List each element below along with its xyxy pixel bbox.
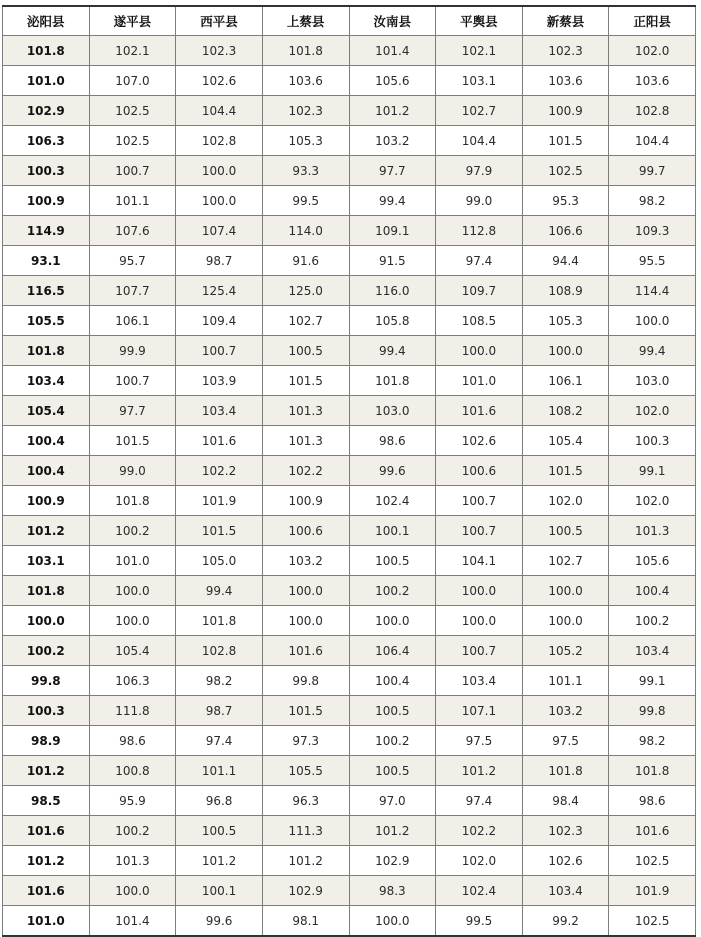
value-cell: 101.6 — [609, 816, 696, 846]
value-cell: 102.7 — [522, 546, 609, 576]
value-cell: 98.4 — [522, 786, 609, 816]
value-cell: 102.6 — [436, 426, 523, 456]
value-cell: 100.5 — [522, 516, 609, 546]
value-cell: 101.0 — [89, 546, 176, 576]
value-cell: 105.8 — [349, 306, 436, 336]
value-cell: 114.4 — [609, 276, 696, 306]
header-row — [3, 6, 696, 36]
table-row — [3, 816, 696, 846]
value-cell: 102.6 — [522, 846, 609, 876]
value-cell: 100.5 — [176, 816, 263, 846]
value-cell: 102.5 — [522, 156, 609, 186]
table-row — [3, 606, 696, 636]
value-cell: 125.0 — [262, 276, 349, 306]
value-cell: 101.9 — [176, 486, 263, 516]
value-cell: 100.0 — [262, 606, 349, 636]
value-cell: 100.0 — [176, 156, 263, 186]
value-cell: 103.4 — [436, 666, 523, 696]
value-cell: 100.3 — [609, 426, 696, 456]
value-cell: 95.7 — [89, 246, 176, 276]
value-cell: 102.2 — [262, 456, 349, 486]
value-cell: 97.7 — [89, 396, 176, 426]
value-cell: 102.0 — [522, 486, 609, 516]
table-header — [3, 6, 696, 36]
value-cell: 99.1 — [609, 456, 696, 486]
value-cell: 99.8 — [262, 666, 349, 696]
value-cell: 102.5 — [89, 126, 176, 156]
value-cell: 102.7 — [262, 306, 349, 336]
table-row — [3, 666, 696, 696]
row-label-cell: 101.6 — [3, 816, 90, 846]
value-cell: 91.5 — [349, 246, 436, 276]
value-cell: 102.4 — [436, 876, 523, 906]
value-cell: 98.6 — [349, 426, 436, 456]
row-label-cell: 114.9 — [3, 216, 90, 246]
value-cell: 103.0 — [349, 396, 436, 426]
row-label-cell: 101.6 — [3, 876, 90, 906]
value-cell: 91.6 — [262, 246, 349, 276]
value-cell: 102.3 — [522, 36, 609, 66]
value-cell: 101.4 — [89, 906, 176, 937]
value-cell: 102.9 — [262, 876, 349, 906]
table-row — [3, 486, 696, 516]
value-cell: 94.4 — [522, 246, 609, 276]
table-row — [3, 876, 696, 906]
table-row — [3, 216, 696, 246]
value-cell: 105.3 — [522, 306, 609, 336]
value-cell: 95.5 — [609, 246, 696, 276]
value-cell: 98.2 — [609, 726, 696, 756]
value-cell: 101.5 — [89, 426, 176, 456]
table-row — [3, 636, 696, 666]
table-row — [3, 786, 696, 816]
value-cell: 100.8 — [89, 756, 176, 786]
value-cell: 98.2 — [609, 186, 696, 216]
value-cell: 101.2 — [176, 846, 263, 876]
table-row — [3, 96, 696, 126]
value-cell: 99.6 — [176, 906, 263, 937]
row-label-cell: 105.4 — [3, 396, 90, 426]
value-cell: 101.1 — [176, 756, 263, 786]
table-row — [3, 36, 696, 66]
value-cell: 104.1 — [436, 546, 523, 576]
value-cell: 100.0 — [436, 576, 523, 606]
value-cell: 99.9 — [89, 336, 176, 366]
value-cell: 101.9 — [609, 876, 696, 906]
value-cell: 99.4 — [176, 576, 263, 606]
value-cell: 99.8 — [609, 696, 696, 726]
value-cell: 111.8 — [89, 696, 176, 726]
column-header: 新蔡县 — [522, 6, 609, 36]
row-label-cell: 101.0 — [3, 906, 90, 937]
value-cell: 104.4 — [609, 126, 696, 156]
county-index-table — [2, 5, 696, 937]
value-cell: 100.7 — [176, 336, 263, 366]
value-cell: 103.2 — [522, 696, 609, 726]
value-cell: 102.3 — [176, 36, 263, 66]
value-cell: 114.0 — [262, 216, 349, 246]
table-row — [3, 66, 696, 96]
value-cell: 105.0 — [176, 546, 263, 576]
value-cell: 100.5 — [349, 696, 436, 726]
value-cell: 109.4 — [176, 306, 263, 336]
row-label-cell: 100.4 — [3, 426, 90, 456]
row-label-cell: 101.8 — [3, 576, 90, 606]
row-label-cell: 100.3 — [3, 696, 90, 726]
value-cell: 99.1 — [609, 666, 696, 696]
row-label-cell: 102.9 — [3, 96, 90, 126]
row-label-cell: 100.9 — [3, 186, 90, 216]
value-cell: 97.0 — [349, 786, 436, 816]
value-cell: 106.4 — [349, 636, 436, 666]
value-cell: 100.0 — [89, 876, 176, 906]
value-cell: 101.5 — [522, 456, 609, 486]
value-cell: 100.0 — [89, 576, 176, 606]
table-body — [3, 36, 696, 937]
value-cell: 99.4 — [349, 336, 436, 366]
value-cell: 95.3 — [522, 186, 609, 216]
value-cell: 102.2 — [176, 456, 263, 486]
value-cell: 101.3 — [262, 396, 349, 426]
value-cell: 100.4 — [609, 576, 696, 606]
value-cell: 103.4 — [176, 396, 263, 426]
value-cell: 102.8 — [176, 126, 263, 156]
value-cell: 105.6 — [349, 66, 436, 96]
value-cell: 100.0 — [262, 576, 349, 606]
value-cell: 112.8 — [436, 216, 523, 246]
row-label-cell: 99.8 — [3, 666, 90, 696]
row-label-cell: 103.4 — [3, 366, 90, 396]
value-cell: 93.3 — [262, 156, 349, 186]
value-cell: 101.8 — [89, 486, 176, 516]
value-cell: 101.2 — [349, 96, 436, 126]
value-cell: 100.2 — [89, 816, 176, 846]
value-cell: 105.5 — [262, 756, 349, 786]
table-row — [3, 756, 696, 786]
value-cell: 98.7 — [176, 696, 263, 726]
value-cell: 98.6 — [89, 726, 176, 756]
value-cell: 100.2 — [609, 606, 696, 636]
table-row — [3, 456, 696, 486]
value-cell: 102.1 — [89, 36, 176, 66]
table-row — [3, 846, 696, 876]
value-cell: 106.1 — [522, 366, 609, 396]
value-cell: 102.5 — [609, 846, 696, 876]
value-cell: 107.0 — [89, 66, 176, 96]
value-cell: 99.0 — [436, 186, 523, 216]
value-cell: 100.0 — [522, 606, 609, 636]
row-label-cell: 101.8 — [3, 336, 90, 366]
value-cell: 101.3 — [89, 846, 176, 876]
row-label-cell: 98.5 — [3, 786, 90, 816]
value-cell: 97.3 — [262, 726, 349, 756]
column-header: 汝南县 — [349, 6, 436, 36]
value-cell: 107.1 — [436, 696, 523, 726]
value-cell: 100.2 — [349, 726, 436, 756]
value-cell: 98.1 — [262, 906, 349, 937]
value-cell: 100.7 — [436, 486, 523, 516]
value-cell: 103.0 — [609, 366, 696, 396]
value-cell: 100.7 — [89, 366, 176, 396]
table-row — [3, 336, 696, 366]
row-label-cell: 116.5 — [3, 276, 90, 306]
value-cell: 104.4 — [436, 126, 523, 156]
value-cell: 109.1 — [349, 216, 436, 246]
table-row — [3, 306, 696, 336]
row-label-cell: 100.0 — [3, 606, 90, 636]
value-cell: 102.3 — [522, 816, 609, 846]
value-cell: 97.4 — [436, 786, 523, 816]
value-cell: 101.8 — [609, 756, 696, 786]
value-cell: 100.5 — [349, 756, 436, 786]
value-cell: 103.4 — [522, 876, 609, 906]
value-cell: 100.1 — [349, 516, 436, 546]
value-cell: 104.4 — [176, 96, 263, 126]
table-row — [3, 546, 696, 576]
table-row — [3, 696, 696, 726]
value-cell: 103.1 — [436, 66, 523, 96]
value-cell: 125.4 — [176, 276, 263, 306]
value-cell: 99.4 — [349, 186, 436, 216]
value-cell: 101.6 — [262, 636, 349, 666]
value-cell: 100.0 — [176, 186, 263, 216]
value-cell: 98.2 — [176, 666, 263, 696]
value-cell: 98.3 — [349, 876, 436, 906]
value-cell: 100.6 — [262, 516, 349, 546]
value-cell: 103.6 — [262, 66, 349, 96]
value-cell: 100.9 — [262, 486, 349, 516]
table-row — [3, 126, 696, 156]
value-cell: 100.0 — [349, 606, 436, 636]
column-header: 平舆县 — [436, 6, 523, 36]
table-row — [3, 516, 696, 546]
value-cell: 97.9 — [436, 156, 523, 186]
value-cell: 106.3 — [89, 666, 176, 696]
value-cell: 100.9 — [522, 96, 609, 126]
table-row — [3, 186, 696, 216]
table-row — [3, 276, 696, 306]
value-cell: 105.6 — [609, 546, 696, 576]
value-cell: 99.5 — [262, 186, 349, 216]
value-cell: 100.1 — [176, 876, 263, 906]
value-cell: 106.6 — [522, 216, 609, 246]
row-label-cell: 103.1 — [3, 546, 90, 576]
value-cell: 102.3 — [262, 96, 349, 126]
value-cell: 102.1 — [436, 36, 523, 66]
value-cell: 103.4 — [609, 636, 696, 666]
value-cell: 103.6 — [522, 66, 609, 96]
value-cell: 116.0 — [349, 276, 436, 306]
value-cell: 99.0 — [89, 456, 176, 486]
value-cell: 105.2 — [522, 636, 609, 666]
value-cell: 111.3 — [262, 816, 349, 846]
row-label-cell: 100.3 — [3, 156, 90, 186]
row-label-cell: 101.2 — [3, 516, 90, 546]
value-cell: 101.8 — [262, 36, 349, 66]
value-cell: 100.0 — [89, 606, 176, 636]
table-row — [3, 246, 696, 276]
row-label-cell: 100.9 — [3, 486, 90, 516]
value-cell: 100.5 — [262, 336, 349, 366]
value-cell: 97.5 — [522, 726, 609, 756]
value-cell: 102.4 — [349, 486, 436, 516]
value-cell: 102.5 — [609, 906, 696, 937]
value-cell: 101.0 — [436, 366, 523, 396]
value-cell: 97.5 — [436, 726, 523, 756]
row-label-cell: 101.2 — [3, 846, 90, 876]
value-cell: 97.4 — [436, 246, 523, 276]
column-header: 西平县 — [176, 6, 263, 36]
value-cell: 107.6 — [89, 216, 176, 246]
column-header: 上蔡县 — [262, 6, 349, 36]
value-cell: 103.2 — [262, 546, 349, 576]
value-cell: 101.2 — [262, 846, 349, 876]
value-cell: 101.5 — [262, 696, 349, 726]
value-cell: 100.0 — [436, 336, 523, 366]
value-cell: 101.2 — [436, 756, 523, 786]
row-label-cell: 93.1 — [3, 246, 90, 276]
value-cell: 100.0 — [522, 336, 609, 366]
row-label-cell: 98.9 — [3, 726, 90, 756]
value-cell: 101.5 — [262, 366, 349, 396]
value-cell: 101.6 — [176, 426, 263, 456]
table-row — [3, 156, 696, 186]
value-cell: 101.5 — [176, 516, 263, 546]
value-cell: 96.3 — [262, 786, 349, 816]
row-label-cell: 101.2 — [3, 756, 90, 786]
value-cell: 103.6 — [609, 66, 696, 96]
value-cell: 101.6 — [436, 396, 523, 426]
table-row — [3, 576, 696, 606]
row-label-cell: 101.0 — [3, 66, 90, 96]
value-cell: 101.8 — [176, 606, 263, 636]
value-cell: 100.4 — [349, 666, 436, 696]
table-row — [3, 906, 696, 937]
column-header: 泌阳县 — [3, 6, 90, 36]
value-cell: 109.7 — [436, 276, 523, 306]
value-cell: 102.5 — [89, 96, 176, 126]
value-cell: 103.2 — [349, 126, 436, 156]
value-cell: 102.0 — [609, 396, 696, 426]
value-cell: 97.4 — [176, 726, 263, 756]
column-header: 遂平县 — [89, 6, 176, 36]
row-label-cell: 100.2 — [3, 636, 90, 666]
value-cell: 109.3 — [609, 216, 696, 246]
value-cell: 95.9 — [89, 786, 176, 816]
value-cell: 102.9 — [349, 846, 436, 876]
value-cell: 102.8 — [609, 96, 696, 126]
value-cell: 101.3 — [262, 426, 349, 456]
row-label-cell: 101.8 — [3, 36, 90, 66]
value-cell: 96.8 — [176, 786, 263, 816]
value-cell: 100.2 — [349, 576, 436, 606]
value-cell: 101.3 — [609, 516, 696, 546]
value-cell: 102.8 — [176, 636, 263, 666]
value-cell: 101.4 — [349, 36, 436, 66]
value-cell: 97.7 — [349, 156, 436, 186]
value-cell: 102.0 — [609, 36, 696, 66]
value-cell: 102.6 — [176, 66, 263, 96]
value-cell: 102.0 — [436, 846, 523, 876]
value-cell: 100.0 — [609, 306, 696, 336]
value-cell: 102.0 — [609, 486, 696, 516]
row-label-cell: 106.3 — [3, 126, 90, 156]
table-row — [3, 396, 696, 426]
value-cell: 108.9 — [522, 276, 609, 306]
value-cell: 100.7 — [89, 156, 176, 186]
value-cell: 99.4 — [609, 336, 696, 366]
value-cell: 100.7 — [436, 636, 523, 666]
value-cell: 101.2 — [349, 816, 436, 846]
value-cell: 101.8 — [522, 756, 609, 786]
value-cell: 102.2 — [436, 816, 523, 846]
table-row — [3, 726, 696, 756]
value-cell: 99.6 — [349, 456, 436, 486]
value-cell: 100.0 — [349, 906, 436, 937]
value-cell: 108.5 — [436, 306, 523, 336]
value-cell: 105.4 — [522, 426, 609, 456]
value-cell: 100.5 — [349, 546, 436, 576]
value-cell: 99.7 — [609, 156, 696, 186]
value-cell: 100.2 — [89, 516, 176, 546]
value-cell: 98.6 — [609, 786, 696, 816]
value-cell: 99.2 — [522, 906, 609, 937]
table-row — [3, 366, 696, 396]
value-cell: 103.9 — [176, 366, 263, 396]
value-cell: 106.1 — [89, 306, 176, 336]
value-cell: 105.3 — [262, 126, 349, 156]
value-cell: 98.7 — [176, 246, 263, 276]
column-header: 正阳县 — [609, 6, 696, 36]
value-cell: 100.7 — [436, 516, 523, 546]
value-cell: 100.0 — [522, 576, 609, 606]
value-cell: 101.8 — [349, 366, 436, 396]
value-cell: 101.5 — [522, 126, 609, 156]
row-label-cell: 105.5 — [3, 306, 90, 336]
value-cell: 101.1 — [89, 186, 176, 216]
table-row — [3, 426, 696, 456]
row-label-cell: 100.4 — [3, 456, 90, 486]
value-cell: 102.7 — [436, 96, 523, 126]
value-cell: 101.1 — [522, 666, 609, 696]
value-cell: 105.4 — [89, 636, 176, 666]
value-cell: 100.0 — [436, 606, 523, 636]
value-cell: 99.5 — [436, 906, 523, 937]
value-cell: 107.7 — [89, 276, 176, 306]
value-cell: 108.2 — [522, 396, 609, 426]
value-cell: 100.6 — [436, 456, 523, 486]
value-cell: 107.4 — [176, 216, 263, 246]
